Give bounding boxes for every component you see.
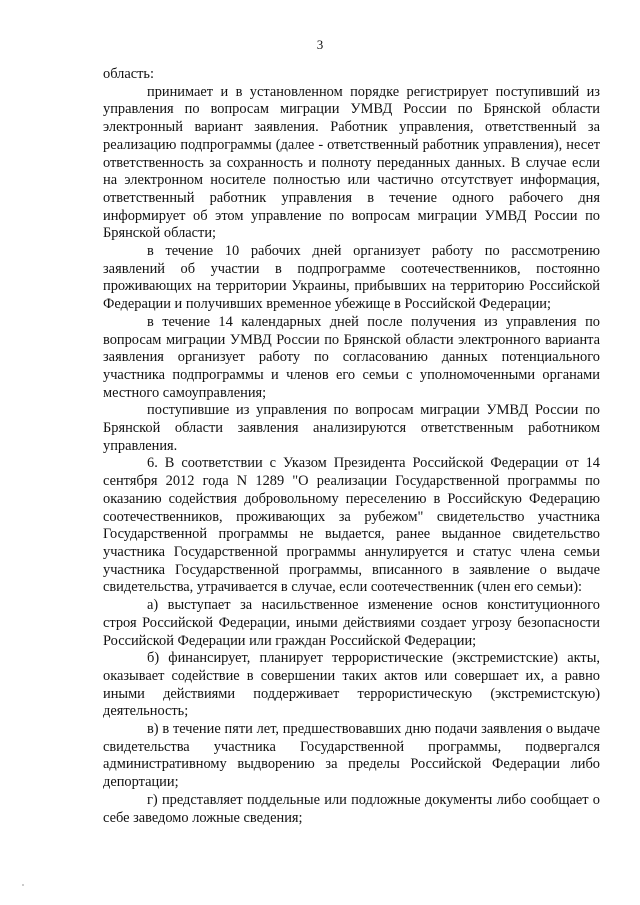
list-item-g: г) представляет поддельные или подложные документы либо сообщает о себе заведомо ложные сведения; bbox=[103, 791, 600, 826]
list-item-b: б) финансирует, планирует террористические (экстремистские) акты, оказывает содействие в совершении таких актов или совершает их, а равно иными действиями поддерживает террористическую (экстремистскую) деятельность; bbox=[103, 650, 600, 720]
page-number: 3 bbox=[316, 37, 324, 52]
list-item-a: а) выступает за насильственное изменение основ конституционного строя Российской Федерации, иными действиями создает угрозу безопасности Российской Федерации или граждан Российской Федерации; bbox=[103, 597, 600, 649]
document-body bbox=[103, 66, 600, 827]
paragraph-registration: принимает и в установленном порядке регистрирует поступивший из управления по вопросам миграции УМВД России по Брянской области электронный вариант заявления. Работник управления, ответственный за реализацию подпрограммы (далее - ответственный работник управления), несет ответственность за сохранность и полноту переданных данных. В случае если на электронном носителе полностью или частично отсутствует информация, ответственный работник управления в течение одного рабочего дня информирует об этом управление по вопросам миграции УМВД России по Брянской области; bbox=[103, 83, 600, 242]
paragraph-section-6: 6. В соответствии с Указом Президента Российской Федерации от 14 сентября 2012 года N 1289 "О реализации Государственной программы по оказанию содействия добровольному переселению в Российскую Федерацию соотечественников, проживающих за рубежом" свидетельство участника Государственной программы не выдается, ранее выданное свидетельство участника Государственной программы аннулируется и статус члена семьи участника Государственной программы, вписанного в заявление о выдаче свидетельства, утрачивается в случае, если соотечественник (член его семьи): bbox=[103, 455, 600, 596]
paragraph-approval-period: в течение 14 календарных дней после получения из управления по вопросам миграции УМВД России по Брянской области электронного варианта заявления организует работу по согласованию данных потенциального участника подпрограммы и членов его семьи с уполномоченными органами местного самоуправления; bbox=[103, 313, 600, 401]
list-item-v: в) в течение пяти лет, предшествовавших дню подачи заявления о выдаче свидетельства участника Государственной программы, подвергался административному выдворению за пределы Российской Федерации либо депортации; bbox=[103, 721, 600, 791]
paragraph-continuation: область: bbox=[103, 66, 154, 82]
paragraph-analysis: поступившие из управления по вопросам миграции УМВД России по Брянской области заявления анализируются ответственным работником управления. bbox=[103, 402, 600, 454]
paragraph-review-period: в течение 10 рабочих дней организует работу по рассмотрению заявлений об участии в подпрограмме соотечественников, постоянно проживающих на территории Украины, прибывших на территорию Российской Федерации и получивших временное убежище в Российской Федерации; bbox=[103, 243, 600, 313]
scan-speck bbox=[22, 884, 24, 886]
